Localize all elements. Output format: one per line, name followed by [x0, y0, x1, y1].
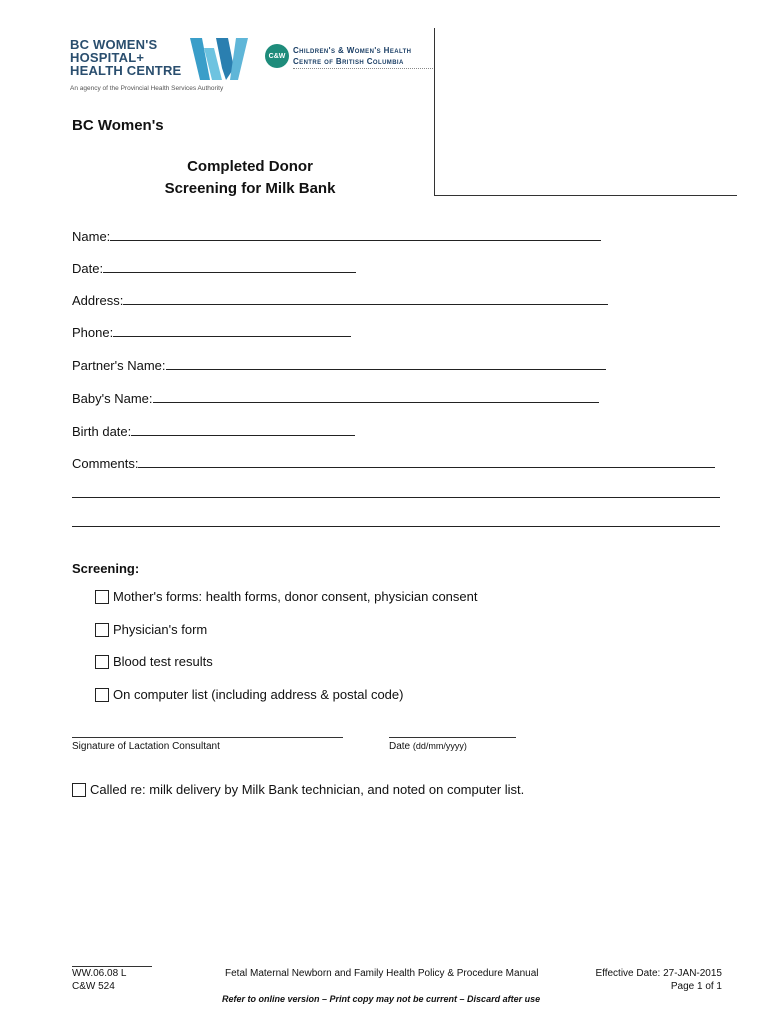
bc-womens-logo — [70, 38, 255, 96]
date-label: Date: — [72, 261, 104, 276]
signature-date-format: (dd/mm/yyyy) — [412, 741, 467, 751]
address-field — [72, 292, 608, 308]
footer-effective-date: Effective Date: 27-JAN-2015 — [595, 968, 722, 979]
partner-name-field — [72, 357, 606, 373]
baby-name-field — [72, 390, 599, 406]
bcw-w-mark-icon — [190, 38, 250, 80]
phone-input-line[interactable] — [113, 324, 351, 337]
comments-input-line[interactable] — [138, 455, 715, 468]
baby-name-input-line[interactable] — [153, 390, 599, 403]
signature-date-label-group — [389, 741, 467, 752]
date-input-line[interactable] — [103, 260, 356, 273]
mothers-forms-checkbox[interactable] — [95, 590, 109, 604]
signature-date-line[interactable] — [389, 737, 516, 738]
computer-list-checkbox[interactable] — [95, 688, 109, 702]
comments-field — [72, 455, 715, 471]
comments-line-3[interactable] — [72, 526, 720, 527]
physicians-form-label: Physician's form — [113, 622, 208, 637]
footer-manual: Fetal Maternal Newborn and Family Health Policy & Procedure Manual — [225, 968, 539, 979]
signature-date-label: Date — [389, 741, 411, 752]
name-label: Name: — [72, 229, 111, 244]
birth-date-label: Birth date: — [72, 424, 132, 439]
comments-label: Comments: — [72, 456, 139, 471]
comments-line-2[interactable] — [72, 497, 720, 498]
bcw-logo-line-2: HOSPITAL+ — [70, 50, 145, 65]
cw-logo-line-1: Children's & Women's Health — [293, 46, 412, 55]
delivery-call-item — [72, 782, 524, 797]
bcw-logo-line-1: BC WOMEN'S — [70, 37, 158, 52]
computer-list-label: On computer list (including address & postal code) — [113, 687, 404, 702]
signature-label: Signature of Lactation Consultant — [72, 741, 220, 752]
screening-item-physicians-form — [95, 622, 207, 637]
screening-item-computer-list — [95, 687, 403, 702]
signature-line[interactable] — [72, 737, 343, 738]
bcw-tagline: An agency of the Provincial Health Services Authority — [70, 85, 224, 92]
footer-code-1: WW.06.08 L — [72, 968, 127, 979]
address-input-line[interactable] — [123, 292, 608, 305]
baby-name-label: Baby's Name: — [72, 391, 153, 406]
footer-code-2: C&W 524 — [72, 981, 115, 992]
name-field — [72, 228, 601, 244]
partner-name-input-line[interactable] — [166, 357, 606, 370]
blood-test-checkbox[interactable] — [95, 655, 109, 669]
screening-item-blood-test — [95, 654, 213, 669]
screening-heading: Screening: — [72, 561, 140, 576]
footer-disclaimer: Refer to online version – Print copy may not be current – Discard after use — [222, 994, 541, 1004]
cw-logo-subline — [293, 68, 435, 69]
header-vertical-rule — [434, 28, 435, 196]
name-input-line[interactable] — [110, 228, 601, 241]
birth-date-field — [72, 423, 355, 439]
label-box-bottom-rule — [434, 195, 737, 196]
phone-label: Phone: — [72, 325, 114, 340]
phone-field — [72, 324, 351, 340]
organization-name: BC Women's — [72, 117, 164, 134]
footer-page-number: Page 1 of 1 — [670, 981, 722, 992]
title-line-1: Completed Donor — [187, 158, 313, 175]
birth-date-input-line[interactable] — [131, 423, 355, 436]
cw-health-centre-logo — [265, 44, 435, 76]
cw-mark-icon: C&W — [265, 44, 289, 68]
delivery-call-label: Called re: milk delivery by Milk Bank technician, and noted on computer list. — [90, 782, 525, 797]
footer-rule — [72, 966, 152, 967]
date-field — [72, 260, 356, 276]
bcw-logo-line-3: HEALTH CENTRE — [70, 63, 182, 78]
address-label: Address: — [72, 293, 124, 308]
cw-logo-line-2: Centre of British Columbia — [293, 57, 404, 66]
blood-test-label: Blood test results — [113, 654, 213, 669]
screening-item-mothers-forms — [95, 589, 478, 604]
title-line-2: Screening for Milk Bank — [164, 180, 336, 197]
document-title — [72, 156, 428, 200]
partner-name-label: Partner's Name: — [72, 358, 166, 373]
delivery-call-checkbox[interactable] — [72, 783, 86, 797]
physicians-form-checkbox[interactable] — [95, 623, 109, 637]
mothers-forms-label: Mother's forms: health forms, donor consent, physician consent — [113, 589, 478, 604]
